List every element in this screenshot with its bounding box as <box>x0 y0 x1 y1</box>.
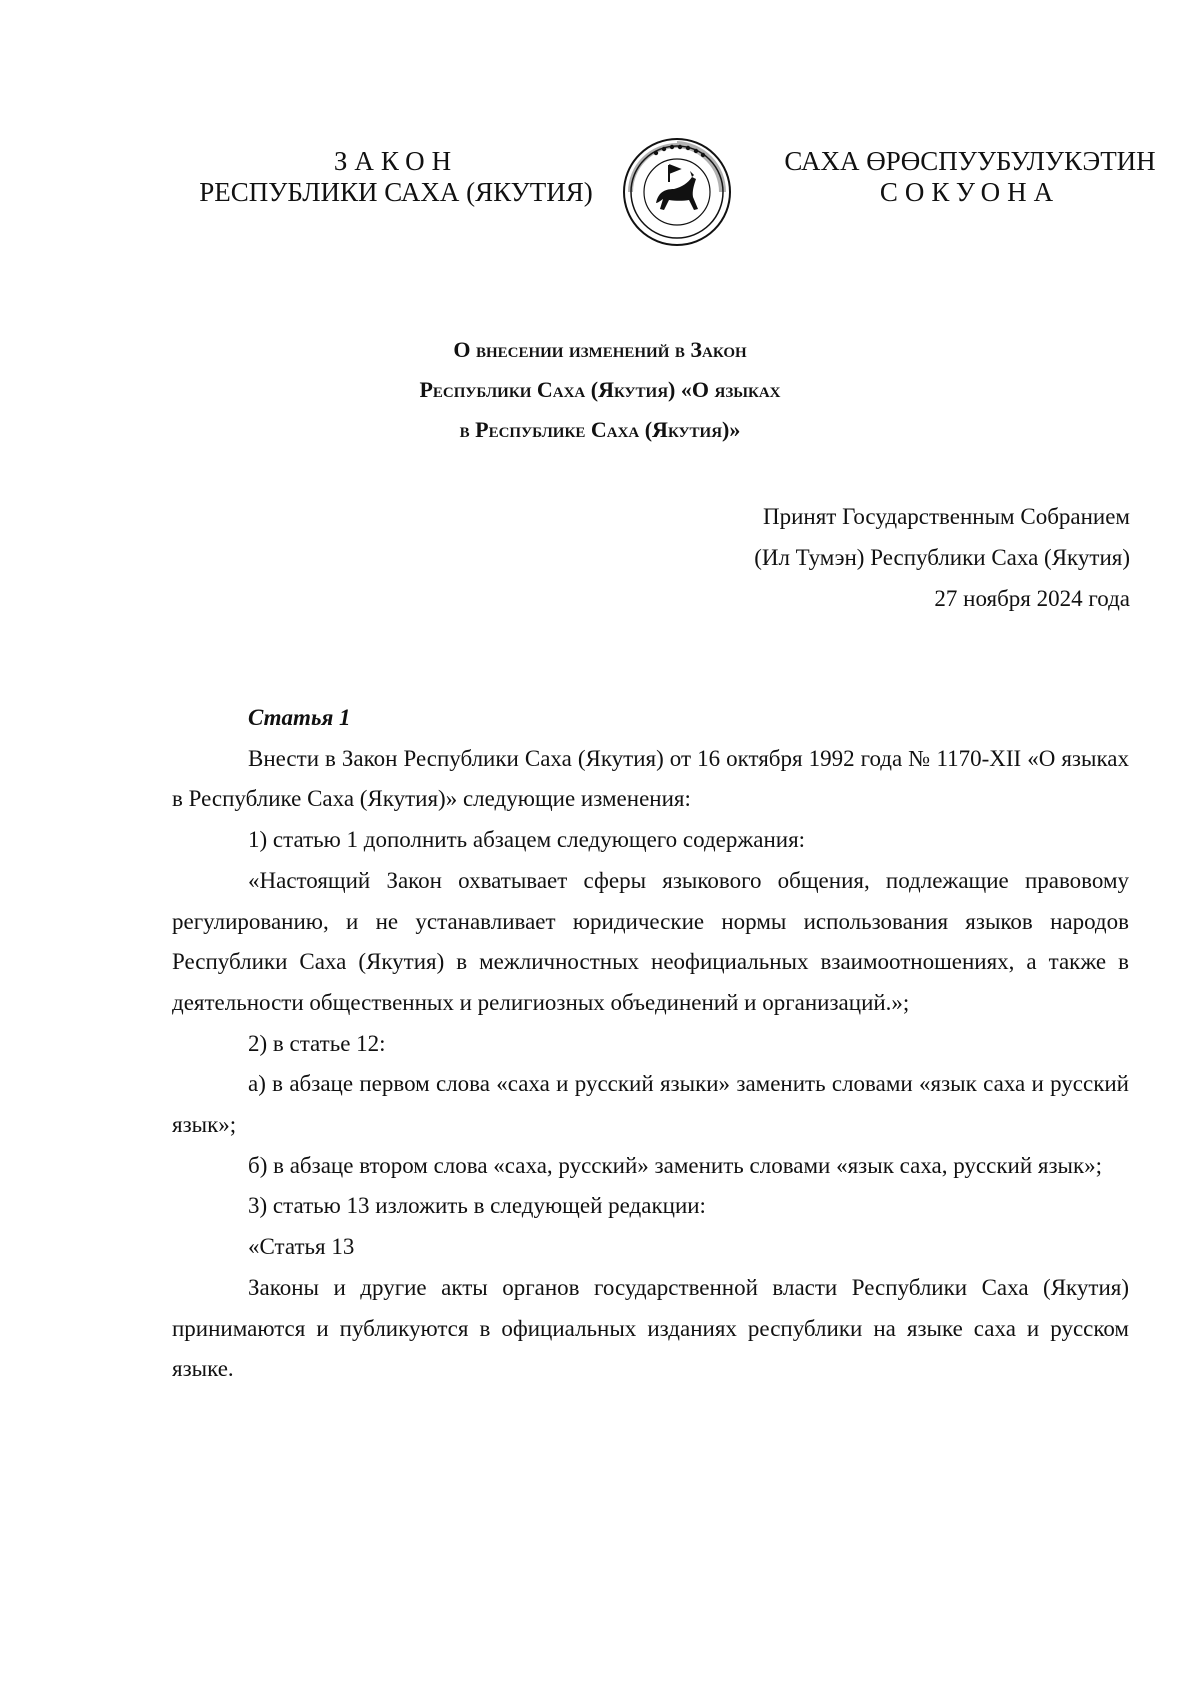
republic-emblem-icon <box>622 137 732 247</box>
article-paragraph: Внести в Закон Республики Саха (Якутия) от 16 октября 1992 года № 1170-XII «О языках в Республике Саха (Якутия)» следующие изменения: <box>172 745 1129 812</box>
article-paragraph: а) в абзаце первом слова «саха и русский языки» заменить словами «язык саха и русский язык»; <box>172 1071 1129 1138</box>
article-paragraph: Законы и другие акты органов государственной власти Республики Саха (Якутия) принимаются и публикуются в официальных изданиях республики на языке саха и русском языке. <box>172 1274 1129 1382</box>
law-label-ru: ЗАКОН <box>333 146 459 176</box>
article-heading: Статья 1 <box>248 705 351 730</box>
article-paragraph: 1) статью 1 дополнить абзацем следующего содержания: <box>248 827 806 853</box>
republic-name-ru: РЕСПУБЛИКИ САХА (ЯКУТИЯ) <box>199 177 593 207</box>
adoption-date: 27 ноября 2024 года <box>934 586 1130 611</box>
law-label-sakha: СОКУОНА <box>879 177 1061 207</box>
law-title-line-1: О внесении изменений в Закон <box>453 337 747 362</box>
law-title-line-3: в Республике Саха (Якутия)» <box>459 417 741 442</box>
article-body <box>172 698 1129 1390</box>
republic-name-sakha: САХА ӨРӨСПУУБУЛУКЭТИН <box>784 146 1156 176</box>
article-paragraph: «Настоящий Закон охватывает сферы языкового общения, подлежащие правовому регулированию, и не устанавливает юридические нормы использования языков народов Республики Саха (Якутия) в межличностных неофициальных взаимоотношениях, а также в деятельности общественных и религиозных объединений и организаций.»; <box>172 867 1129 1015</box>
adoption-note <box>630 496 1130 619</box>
adoption-line-1: Принят Государственным Собранием <box>762 504 1130 529</box>
article-paragraph: 2) в статье 12: <box>248 1030 386 1056</box>
law-header-ru <box>196 146 596 208</box>
article-paragraph: «Статья 13 <box>248 1234 355 1260</box>
article-paragraph: 3) статью 13 изложить в следующей редакции: <box>248 1193 706 1219</box>
law-header-sakha <box>770 146 1170 208</box>
law-title <box>300 330 900 450</box>
adoption-line-2: (Ил Тумэн) Республики Саха (Якутия) <box>754 545 1130 570</box>
article-paragraph: б) в абзаце втором слова «саха, русский» заменить словами «язык саха, русский язык»; <box>248 1152 1103 1178</box>
law-title-line-2: Республики Саха (Якутия) «О языках <box>419 377 781 402</box>
